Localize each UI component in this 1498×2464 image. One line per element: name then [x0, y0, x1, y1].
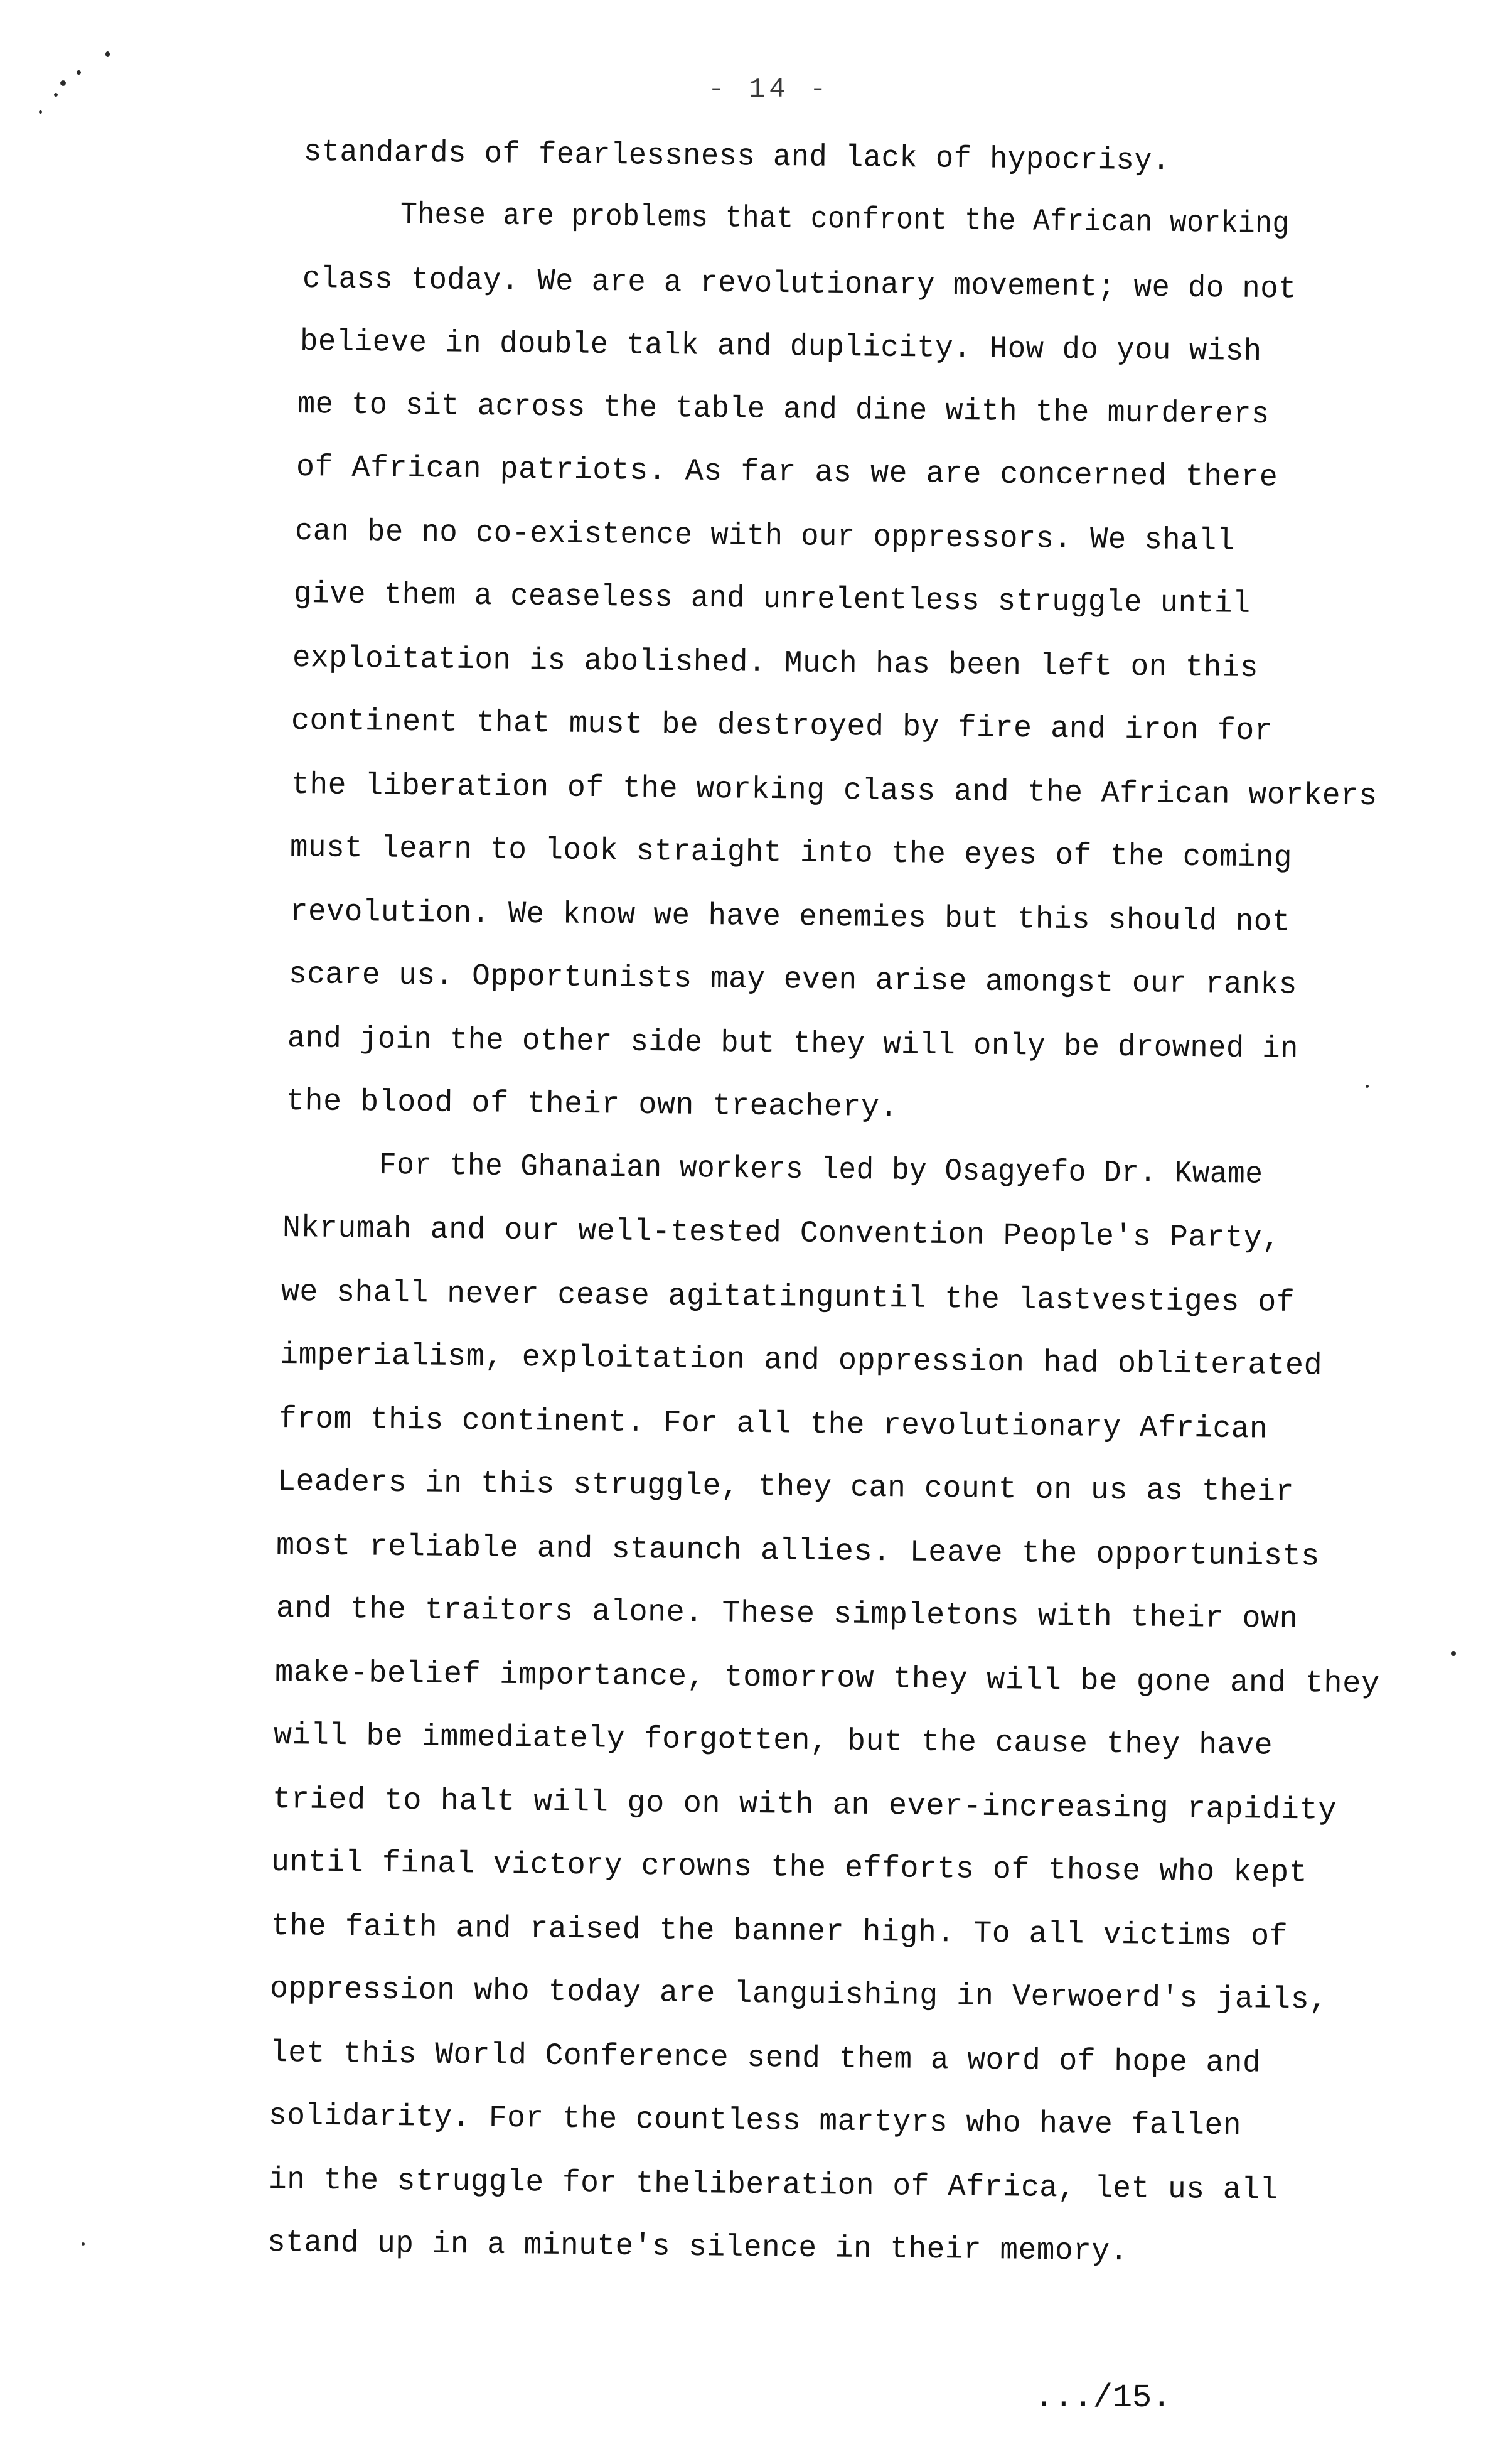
text-line: For the Ghanaian workers led by Osagyefo Dr. Kwame [378, 1148, 1263, 1192]
scan-speck [39, 110, 42, 114]
text-line: exploitation is abolished. Much has been left on this [292, 640, 1259, 686]
text-line: the blood of their own treachery. [286, 1084, 899, 1126]
text-line: me to sit across the table and dine with the murderers [297, 387, 1270, 433]
text-line: from this continent. For all the revolutionary African [278, 1401, 1268, 1447]
text-line: in the struggle for theliberation of Africa, let us all [268, 2162, 1278, 2208]
text-line: Leaders in this struggle, they can count on us as their [277, 1464, 1295, 1510]
text-line: These are problems that confront the African working [400, 197, 1290, 242]
text-line: tried to halt will go on with an ever-increasing rapidity [272, 1782, 1337, 1828]
page-number: - 14 - [708, 74, 830, 105]
text-line: can be no co-existence with our oppressors. We shall [294, 514, 1235, 559]
text-line: believe in double talk and duplicity. How do you wish [299, 324, 1262, 370]
continuation-marker: .../15. [1034, 2379, 1172, 2416]
scan-speck [105, 51, 110, 57]
scan-speck [77, 70, 81, 75]
text-line: solidarity. For the countless martyrs who have fallen [268, 2098, 1242, 2144]
text-line: standards of fearlessness and lack of hypocrisy. [303, 134, 1171, 179]
text-line: will be immediately forgotten, but the cause they have [273, 1718, 1273, 1763]
text-line: class today. We are a revolutionary movement; we do not [302, 261, 1297, 307]
text-line: must learn to look straight into the eyes of the coming [289, 830, 1293, 876]
text-line: we shall never cease agitatinguntil the lastvestiges of [281, 1274, 1295, 1320]
scan-speck [54, 93, 58, 97]
text-line: of African patriots. As far as we are concerned there [296, 449, 1278, 495]
text-line: give them a ceaseless and unrelentless struggle until [293, 576, 1251, 621]
text-line: continent that must be destroyed by fire and iron for [291, 703, 1273, 749]
text-line: and the traitors alone. These simpletons with their own [276, 1591, 1298, 1637]
text-line: most reliable and staunch allies. Leave the opportunists [276, 1528, 1320, 1574]
text-line: oppression who today are languishing in Verwoerd's jails, [269, 1971, 1329, 2018]
text-line: scare us. Opportunists may even arise amongst our ranks [288, 957, 1298, 1003]
text-line: let this World Conference send them a word of hope and [269, 2035, 1261, 2081]
text-line: the liberation of the working class and the African workers [291, 767, 1378, 814]
text-line: revolution. We know we have enemies but this should not [289, 894, 1290, 940]
text-line: and join the other side but they will only be drowned in [287, 1021, 1299, 1067]
text-line: Nkrumah and our well-tested Convention People's Party, [282, 1210, 1281, 1256]
text-line: until final victory crowns the efforts of those who kept [270, 1844, 1308, 1891]
text-line: imperialism, exploitation and oppression had obliterated [279, 1337, 1323, 1384]
text-line: make-belief importance, tomorrow they will be gone and they [274, 1655, 1381, 1702]
scan-speck [82, 2242, 85, 2246]
text-line: stand up in a minute's silence in their memory. [267, 2225, 1129, 2269]
text-line: the faith and raised the banner high. To all victims of [270, 1908, 1288, 1954]
scan-speck [60, 80, 66, 86]
scan-speck [1451, 1651, 1456, 1656]
scan-speck [1366, 1085, 1369, 1088]
